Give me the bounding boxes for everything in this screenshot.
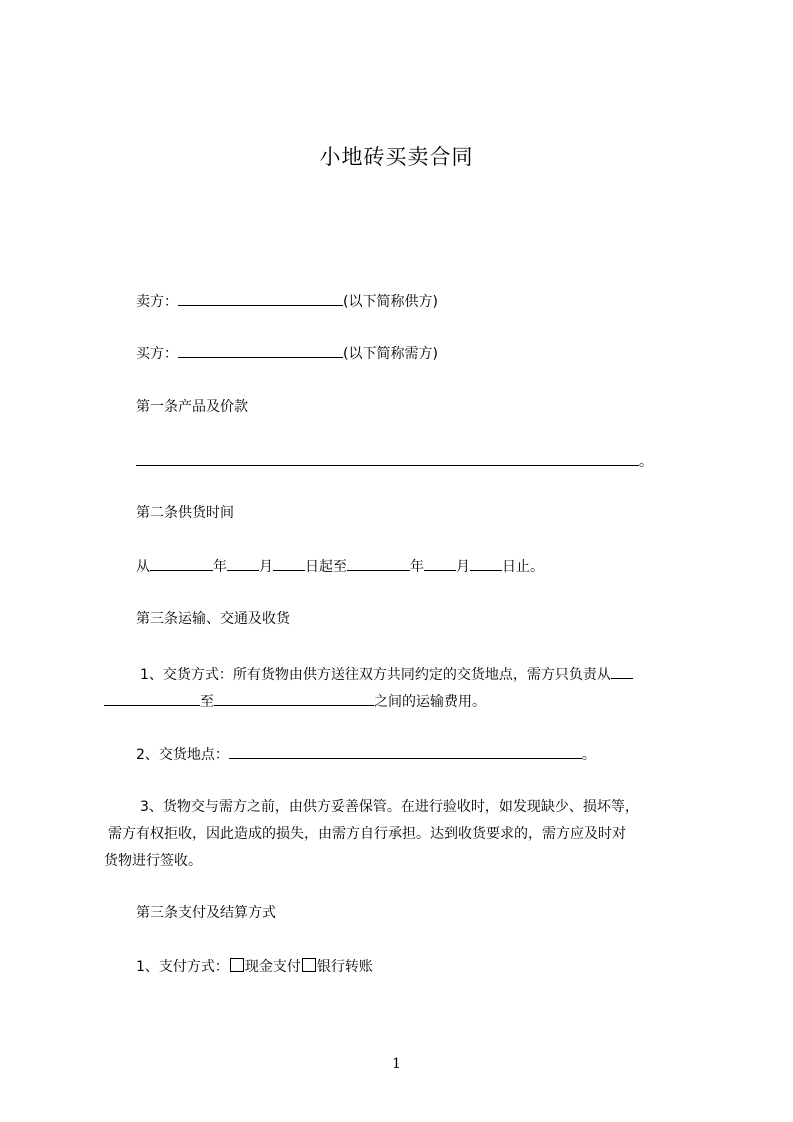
end-month-blank[interactable] — [424, 556, 456, 571]
period-year2: 年 — [410, 559, 424, 575]
clause2-end: 。 — [581, 747, 596, 763]
transport-from-blank-a[interactable] — [611, 664, 633, 679]
clause1-text-b: 之间的运输费用。 — [374, 694, 486, 710]
seller-line — [136, 291, 438, 312]
clause3-line2: 需方有权拒收，因此造成的损失，由需方自行承担。达到收货要求的，需方应及时对 — [108, 826, 626, 842]
buyer-blank[interactable] — [178, 343, 343, 358]
article1-end: 。 — [639, 454, 653, 470]
period-day2-end: 日止。 — [502, 559, 544, 575]
buyer-suffix: (以下简称需方) — [343, 346, 438, 362]
start-year-blank[interactable] — [150, 556, 213, 571]
article4-heading: 第三条支付及结算方式 — [136, 905, 276, 921]
transport-from-blank-b[interactable] — [104, 691, 200, 706]
start-month-blank[interactable] — [227, 556, 259, 571]
end-day-blank[interactable] — [470, 556, 502, 571]
seller-suffix: (以下简称供方) — [343, 294, 438, 310]
clause2-label: 2、交货地点： — [136, 747, 229, 763]
payment-method-line — [136, 957, 373, 977]
clause1-text-a: 1、交货方式：所有货物由供方送往双方共同约定的交货地点，需方只负责从 — [140, 667, 611, 683]
buyer-label: 买方： — [136, 346, 178, 362]
article1-blank-line — [136, 451, 653, 472]
bank-transfer-option-label: 银行转账 — [316, 959, 373, 975]
article1-heading: 第一条产品及价款 — [136, 399, 248, 415]
product-price-blank[interactable] — [136, 451, 639, 466]
bank-transfer-checkbox[interactable] — [302, 958, 316, 972]
end-year-blank[interactable] — [347, 556, 410, 571]
payment-label: 1、支付方式： — [136, 959, 229, 975]
period-month1: 月 — [259, 559, 273, 575]
seller-label: 卖方： — [136, 294, 178, 310]
cash-option-label: 现金支付 — [244, 959, 301, 975]
supply-period-line — [136, 556, 544, 577]
period-month2: 月 — [456, 559, 470, 575]
article3-heading: 第三条运输、交通及收货 — [136, 611, 290, 627]
period-day1-to: 日起至 — [305, 559, 347, 575]
delivery-location-blank[interactable] — [229, 744, 582, 759]
period-year1: 年 — [213, 559, 227, 575]
period-from: 从 — [136, 559, 150, 575]
clause1-line1 — [140, 664, 633, 685]
article2-heading: 第二条供货时间 — [136, 505, 234, 521]
transport-to-blank[interactable] — [214, 691, 374, 706]
clause1-line2 — [104, 691, 486, 712]
clause3-line3: 货物进行签收。 — [104, 853, 202, 869]
page-number: 1 — [392, 1056, 401, 1072]
seller-blank[interactable] — [178, 291, 343, 306]
start-day-blank[interactable] — [273, 556, 305, 571]
clause3-line1: 3、货物交与需方之前，由供方妥善保管。在进行验收时，如发现缺少、损坏等， — [140, 799, 639, 815]
document-title: 小地砖买卖合同 — [319, 145, 474, 169]
clause1-to: 至 — [200, 694, 214, 710]
buyer-line — [136, 343, 438, 364]
clause2-line — [136, 744, 596, 765]
cash-checkbox[interactable] — [230, 958, 244, 972]
